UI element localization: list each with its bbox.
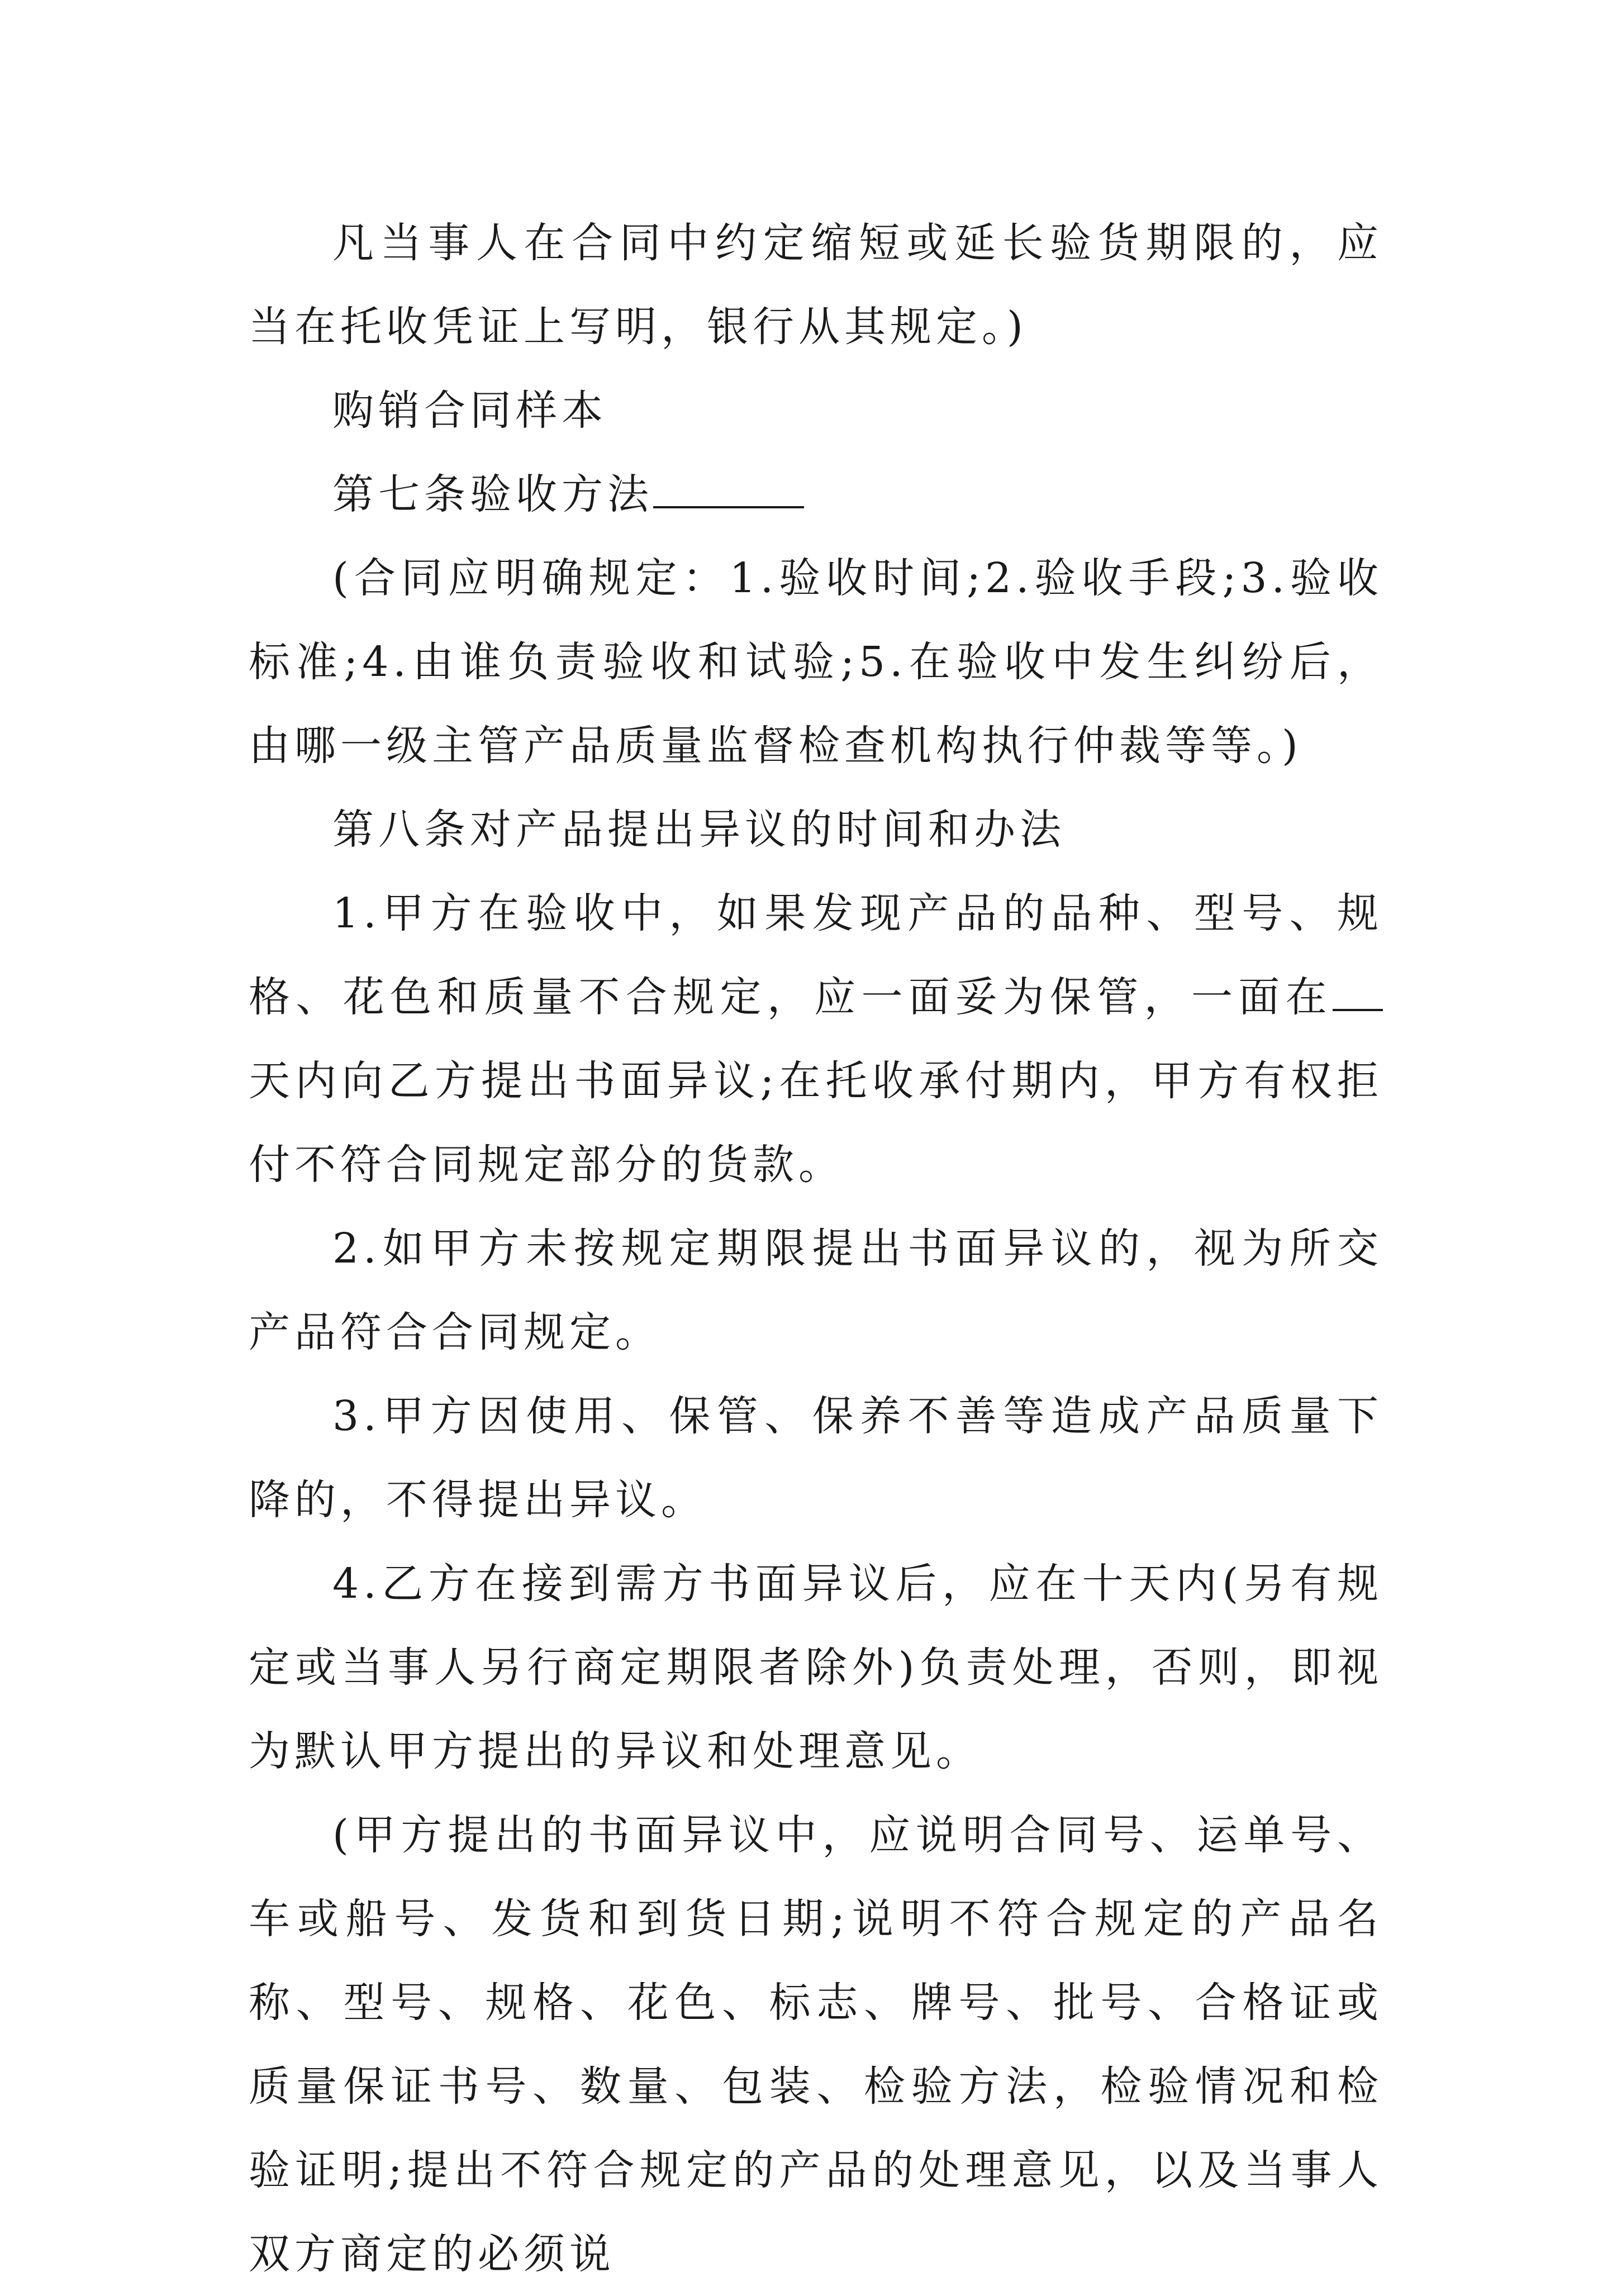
clause-1-text-a: 1.甲方在验收中，如果发现产品的品种、型号、规格、花色和质量不合规定，应一面妥为保管，一面在 — [249, 889, 1383, 1021]
paragraph-clause-1 — [249, 871, 1383, 1207]
paragraph-article-8: 第八条对产品提出异议的时间和办法 — [332, 806, 1066, 854]
clause-1-text-b: 天内向乙方提出书面异议;在托收承付期内，甲方有权拒付不符合同规定部分的货款。 — [249, 1057, 1383, 1189]
paragraph-clause-4: 4.乙方在接到需方书面异议后，应在十天内(另有规定或当事人另行商定期限者除外)负责处理，否则，即视为默认甲方提出的异议和处理意见。 — [249, 1560, 1383, 1775]
paragraph-objection-note: (甲方提出的书面异议中，应说明合同号、运单号、车或船号、发货和到货日期;说明不符合规定的产品名称、型号、规格、花色、标志、牌号、批号、合格证或质量保证书号、数量、包装、检验方法，检验情况和检验证明;提出不符合规定的产品的处理意见，以及当事人双方商定的必须说 — [249, 1811, 1383, 2278]
paragraph-inspection-period-note: 凡当事人在合同中约定缩短或延长验货期限的，应当在托收凭证上写明，银行从其规定。) — [249, 219, 1383, 351]
paragraph-sample-title: 购销合同样本 — [332, 387, 607, 435]
document-body — [249, 201, 1383, 2296]
fill-in-blank — [653, 473, 804, 508]
paragraph-article-7-note: (合同应明确规定：1.验收时间;2.验收手段;3.验收标准;4.由谁负责验收和试验;5.在验收中发生纠纷后，由哪一级主管产品质量监督检查机构执行仲裁等等。) — [249, 554, 1383, 770]
fill-in-blank — [1333, 975, 1383, 1011]
paragraph-article-7 — [249, 452, 1383, 536]
paragraph-clause-3: 3.甲方因使用、保管、保养不善等造成产品质量下降的，不得提出异议。 — [249, 1392, 1383, 1524]
article-7-heading: 第七条验收方法 — [332, 470, 653, 518]
paragraph-clause-2: 2.如甲方未按规定期限提出书面异议的，视为所交产品符合合同规定。 — [249, 1225, 1383, 1356]
